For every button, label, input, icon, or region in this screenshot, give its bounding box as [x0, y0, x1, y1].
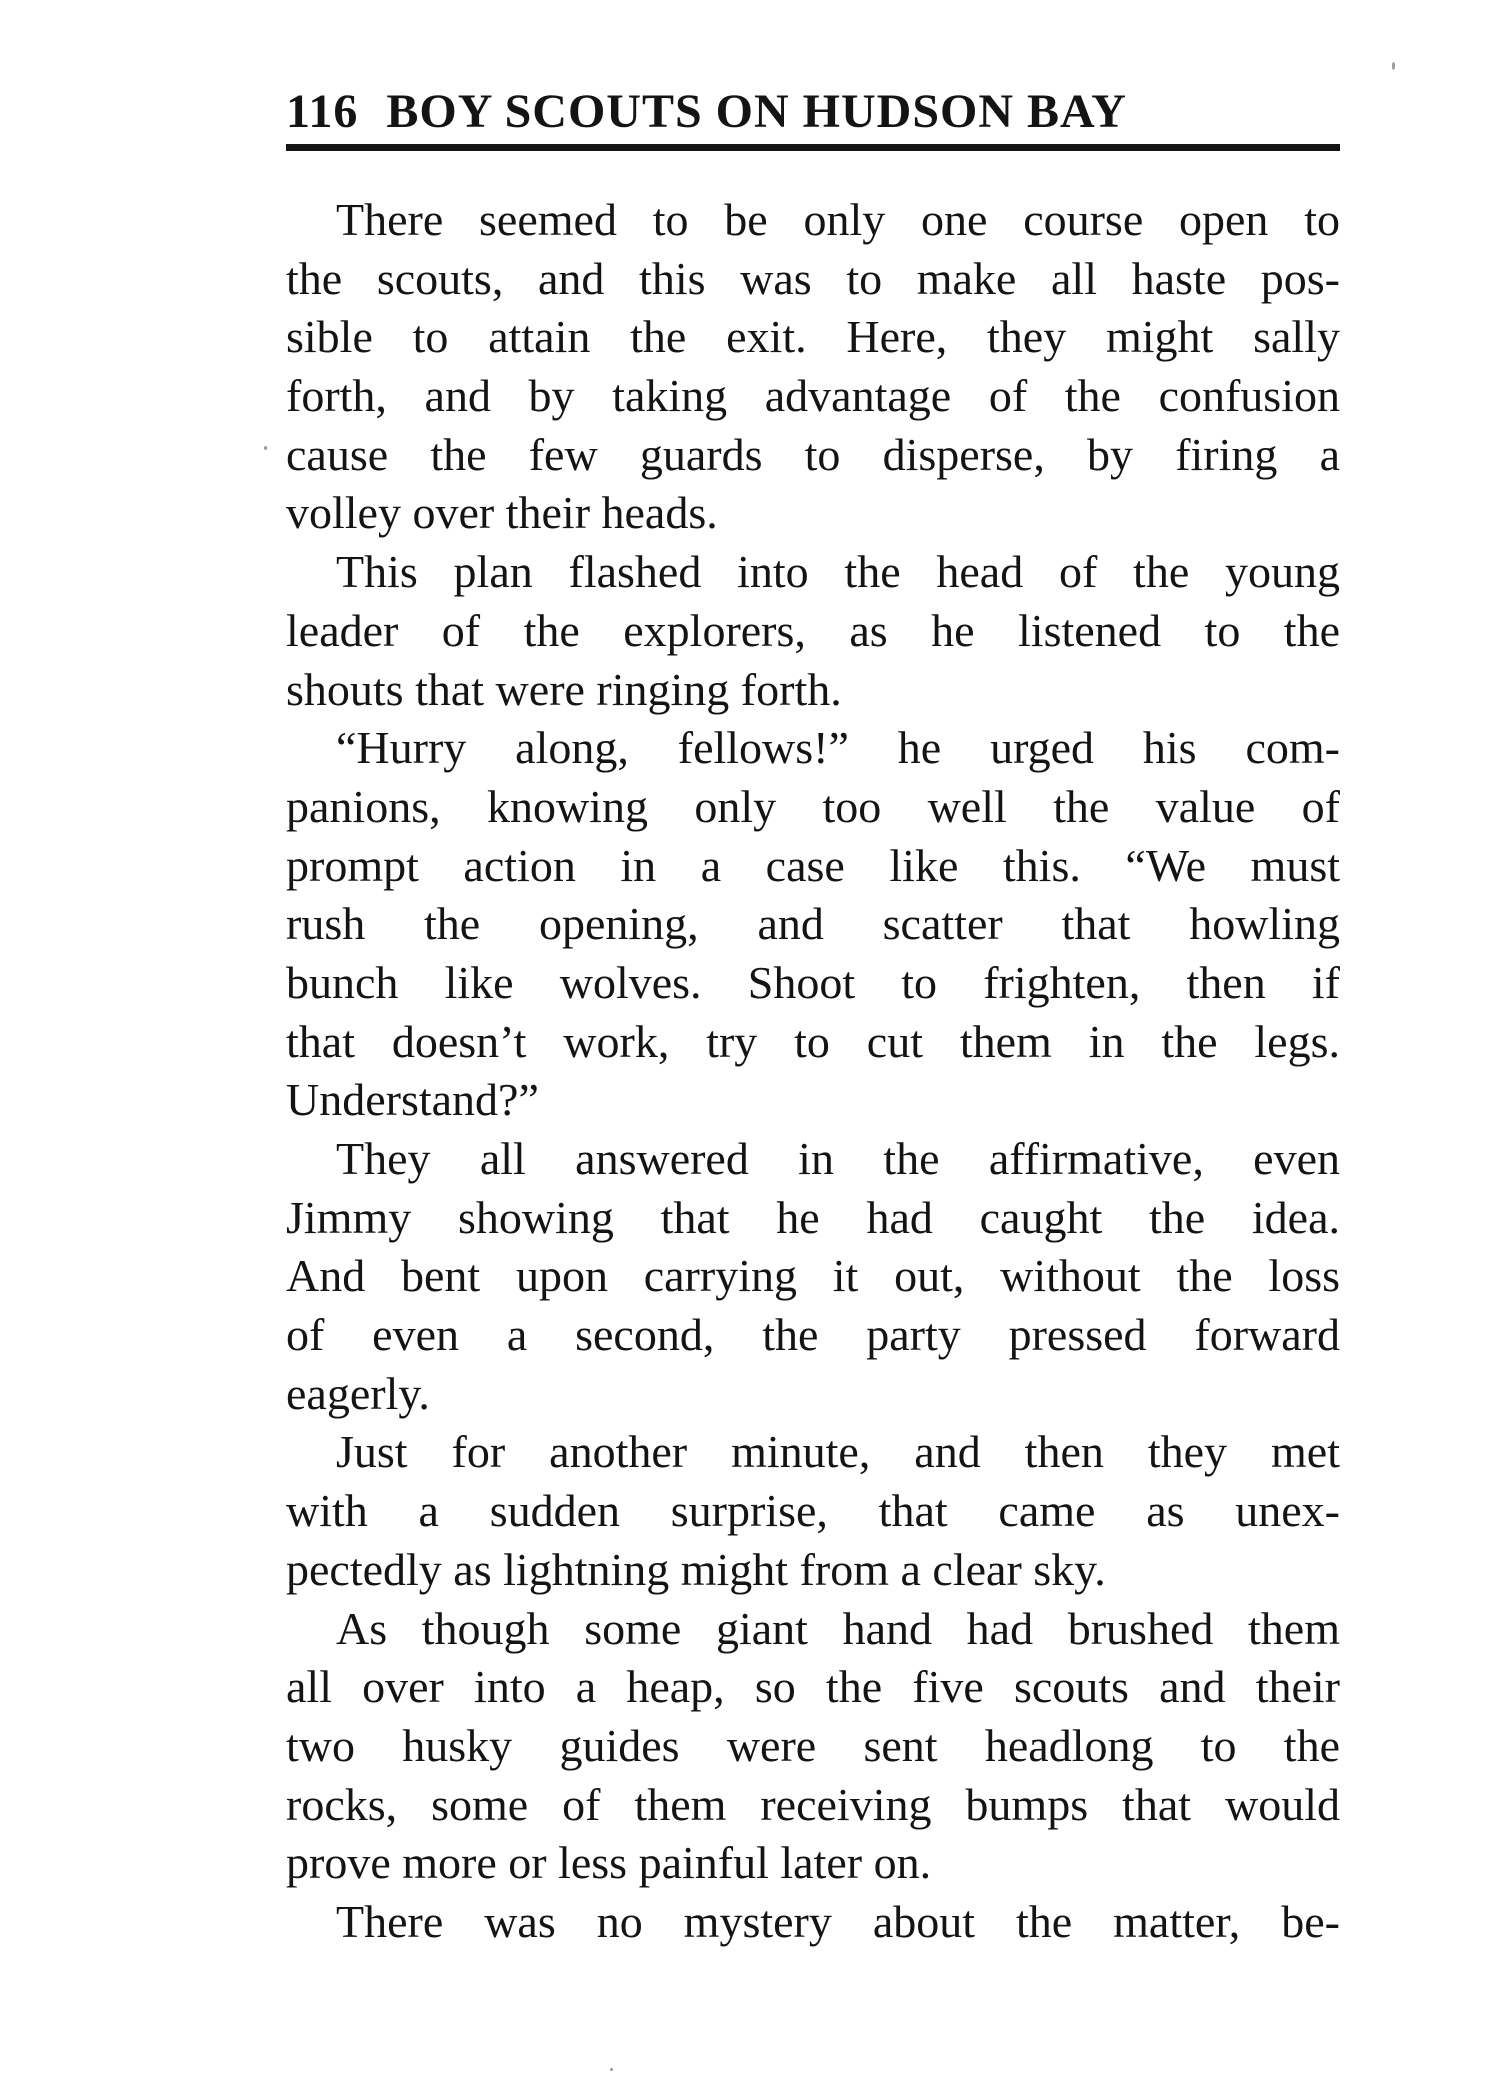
text-line: panions, knowing only too well the value of [286, 780, 1340, 832]
text-line: This plan flashed into the head of the young [336, 546, 1340, 598]
text-line: Understand?” [286, 1074, 539, 1126]
text-line: two husky guides were sent headlong to the [286, 1719, 1340, 1771]
page-number: 116 [286, 85, 359, 138]
text-line: There was no mystery about the matter, be- [336, 1895, 1340, 1947]
text-line: Just for another minute, and then they met [336, 1426, 1340, 1478]
text-line: prompt action in a case like this. “We must [286, 839, 1340, 891]
text-line: of even a second, the party pressed forward [286, 1309, 1340, 1361]
text-line: leader of the explorers, as he listened to the [286, 604, 1340, 656]
text-line: As though some giant hand had brushed them [336, 1602, 1340, 1654]
paragraph [286, 719, 1340, 1130]
text-line: forth, and by taking advantage of the confusion [286, 370, 1340, 422]
scan-speck [610, 2068, 613, 2071]
text-line: They all answered in the affirmative, even [336, 1133, 1340, 1184]
paragraph [286, 543, 1340, 719]
header-text [286, 82, 1127, 142]
text-line: all over into a heap, so the five scouts and their [286, 1661, 1340, 1713]
paragraph [286, 1600, 1340, 1893]
text-line: Jimmy showing that he had caught the idea. [286, 1191, 1340, 1243]
paragraph [286, 1893, 1340, 1952]
text-line: with a sudden surprise, that came as unex- [286, 1485, 1340, 1537]
text-line: pectedly as lightning might from a clear sky. [286, 1543, 1106, 1595]
text-line: sible to attain the exit. Here, they might sally [286, 311, 1340, 363]
text-line: There seemed to be only one course open to [336, 194, 1340, 245]
body-text [286, 191, 1340, 1952]
text-line: “Hurry along, fellows!” he urged his com- [336, 722, 1340, 774]
text-line: volley over their heads. [286, 487, 718, 539]
text-line: rush the opening, and scatter that howling [286, 898, 1340, 950]
text-line: prove more or less painful later on. [286, 1837, 932, 1889]
text-line: bunch like wolves. Shoot to frighten, then if [286, 956, 1340, 1008]
scan-speck [264, 446, 267, 450]
running-title: BOY SCOUTS ON HUDSON BAY [386, 85, 1127, 138]
text-line: that doesn’t work, try to cut them in the legs. [286, 1015, 1340, 1067]
text-line: rocks, some of them receiving bumps that would [286, 1778, 1340, 1830]
text-line: the scouts, and this was to make all haste pos- [286, 252, 1340, 304]
paragraph [286, 191, 1340, 543]
scan-speck [1392, 62, 1395, 70]
text-line: And bent upon carrying it out, without the loss [286, 1250, 1340, 1302]
text-line: shouts that were ringing forth. [286, 663, 842, 715]
running-header [286, 82, 1340, 154]
text-line: eagerly. [286, 1367, 430, 1419]
paragraph [286, 1423, 1340, 1599]
text-line: cause the few guards to disperse, by firing a [286, 428, 1340, 480]
paragraph [286, 1130, 1340, 1423]
header-rule [286, 144, 1340, 151]
